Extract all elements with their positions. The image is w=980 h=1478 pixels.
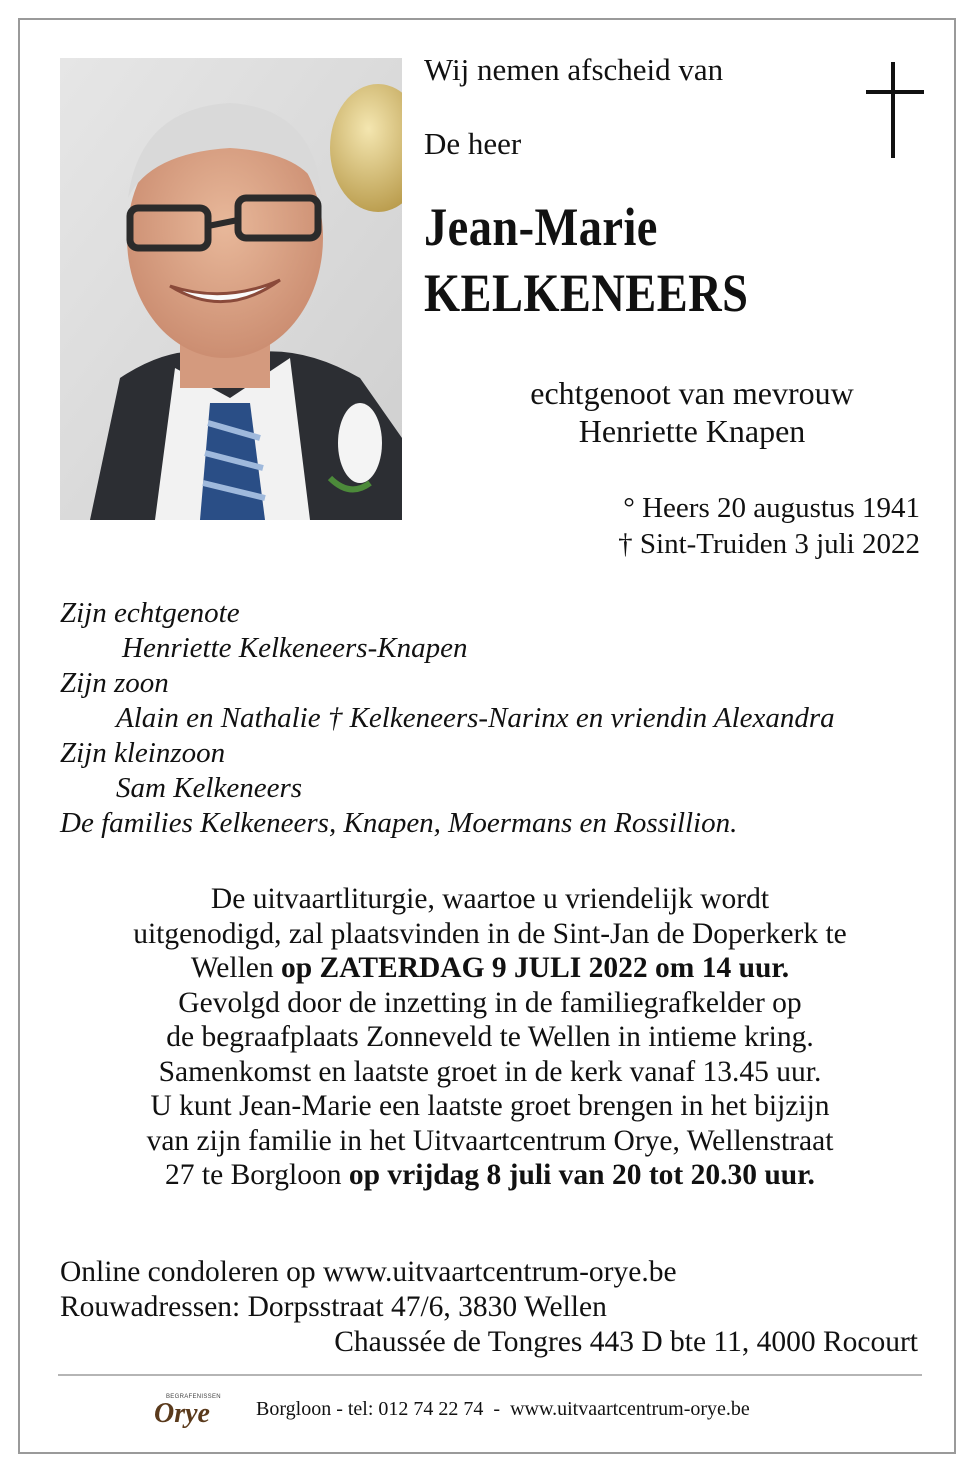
funeral-line-7: U kunt Jean-Marie een laatste groet brengen in het bijzijn [150, 1090, 830, 1122]
portrait-illustration [60, 58, 402, 520]
honorific-title: De heer [424, 126, 522, 161]
intro-text: Wij nemen afscheid van [424, 52, 724, 87]
spouse-label: Zijn echtgenote [60, 597, 240, 629]
address-line-2: Chaussée de Tongres 443 D bte 11, 4000 Rocourt [334, 1326, 918, 1358]
grandson-label: Zijn kleinzoon [60, 737, 226, 769]
funeral-line-6: Samenkomst en laatste groet in de kerk vanaf 13.45 uur. [158, 1055, 822, 1088]
birth-date: ° Heers 20 augustus 1941 [623, 492, 920, 524]
latin-cross-icon [866, 62, 924, 158]
life-dates [618, 490, 920, 562]
spouse-block [424, 374, 960, 450]
last-name: KELKENEERS [424, 263, 749, 323]
death-date: † Sint-Truiden 3 juli 2022 [618, 528, 920, 560]
funeral-line-3 [40, 951, 940, 986]
funeral-line-8: van zijn familie in het Uitvaartcentrum Orye, Wellenstraat [146, 1124, 834, 1157]
visitation-date-time: op vrijdag 8 juli van 20 tot 20.30 uur. [348, 1159, 815, 1191]
family-list [60, 596, 940, 841]
footer-contact: Borgloon - tel: 012 74 22 74 - www.uitvaartcentrum-orye.be [256, 1398, 750, 1420]
funeral-line-9 [40, 1158, 940, 1193]
footer [0, 1392, 980, 1432]
son-label: Zijn zoon [60, 667, 169, 699]
grandson-name: Sam Kelkeneers [116, 772, 303, 804]
funeral-date-time: op ZATERDAG 9 JULI 2022 om 14 uur. [281, 952, 790, 984]
spouse-name: Henriette Kelkeneers-Knapen [122, 632, 468, 664]
spouse-line-1: echtgenoot van mevrouw [530, 375, 854, 411]
divider [58, 1374, 922, 1376]
spouse-line-2: Henriette Knapen [578, 413, 806, 449]
logo-text: Orye [154, 1398, 210, 1429]
contact-block [60, 1255, 677, 1325]
funeral-line-2: uitgenodigd, zal plaatsvinden in de Sint-Jan de Doperkerk te [133, 917, 847, 950]
orye-logo [152, 1392, 232, 1432]
deceased-name [424, 194, 748, 326]
funeral-line-1: De uitvaartliturgie, waartoe u vriendelijk wordt [210, 883, 770, 915]
first-name: Jean-Marie [424, 197, 658, 257]
families-line: De families Kelkeneers, Knapen, Moermans en Rossillion. [60, 807, 738, 839]
logo-small-text: BEGRAFENISSEN [166, 1394, 221, 1400]
funeral-line-5: de begraafplaats Zonneveld te Wellen in intieme kring. [166, 1021, 814, 1053]
funeral-line-9-plain: 27 te Borgloon [165, 1159, 349, 1191]
son-name: Alain en Nathalie † Kelkeneers-Narinx en vriendin Alexandra [116, 702, 835, 734]
funeral-details [40, 882, 940, 1193]
online-condolence-link[interactable]: Online condoleren op www.uitvaartcentrum-orye.be [60, 1256, 677, 1288]
portrait-photo [60, 58, 402, 520]
funeral-line-4: Gevolgd door de inzetting in de familiegrafkelder op [178, 986, 802, 1019]
funeral-line-3-plain: Wellen [190, 952, 282, 984]
address-line-1: Rouwadressen: Dorpsstraat 47/6, 3830 Wellen [60, 1291, 607, 1323]
